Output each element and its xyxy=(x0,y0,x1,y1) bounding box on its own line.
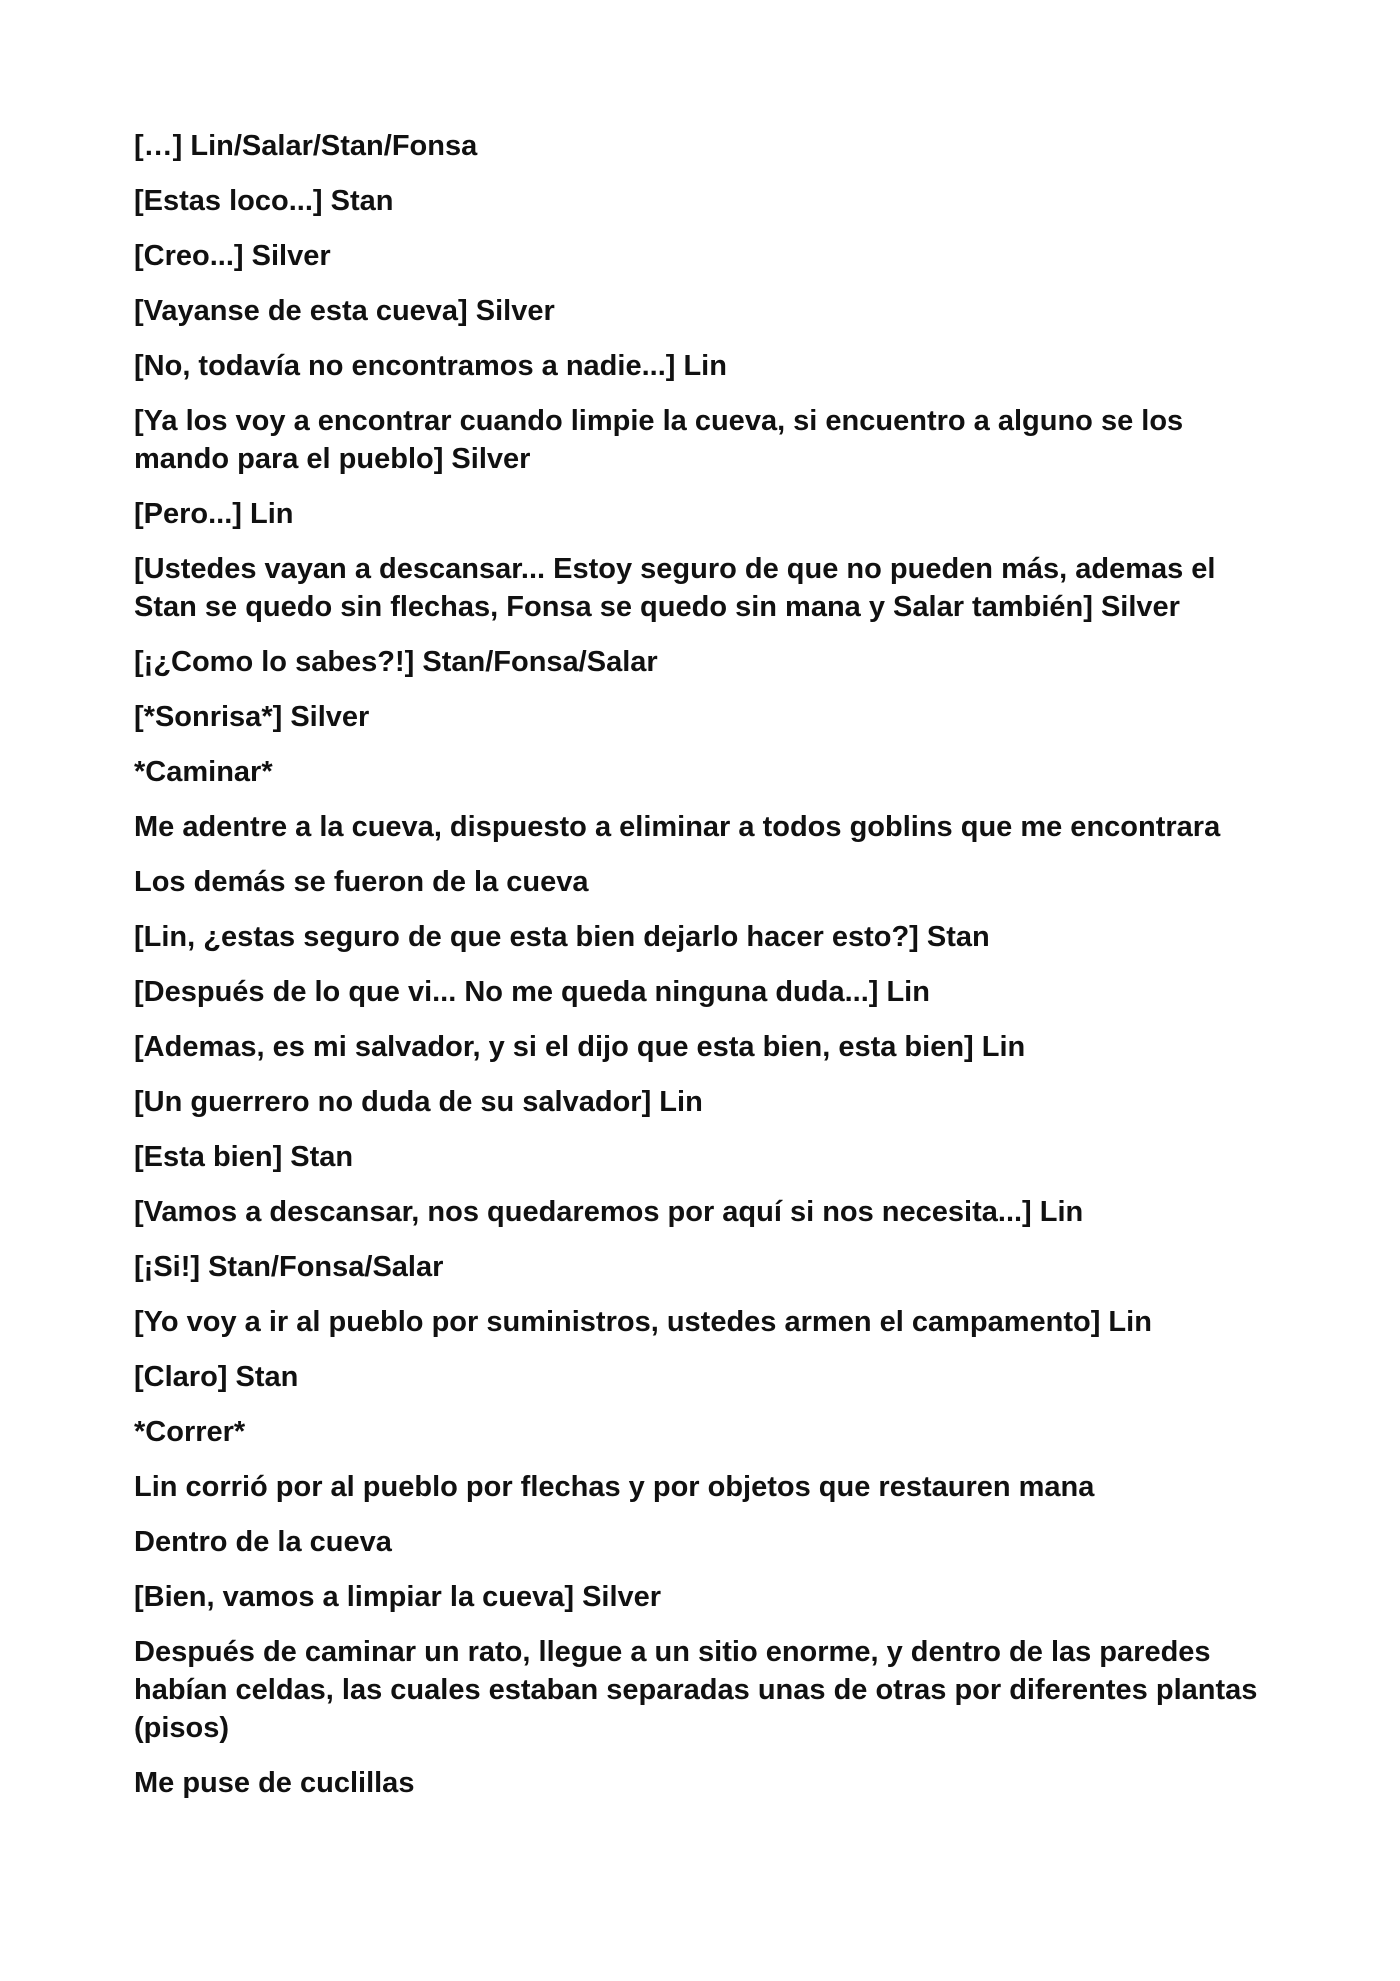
paragraph: Dentro de la cueva xyxy=(134,1526,392,1558)
paragraph: [¡¿Como lo sabes?!] Stan/Fonsa/Salar xyxy=(134,646,658,678)
paragraph: [Ademas, es mi salvador, y si el dijo que esta bien, esta bien] Lin xyxy=(134,1031,1026,1063)
paragraph: [*Sonrisa*] Silver xyxy=(134,701,370,733)
paragraph: [Esta bien] Stan xyxy=(134,1141,354,1173)
paragraph: [Estas loco...] Stan xyxy=(134,185,394,217)
paragraph: [Un guerrero no duda de su salvador] Lin xyxy=(134,1086,703,1118)
paragraph: [No, todavía no encontramos a nadie...] Lin xyxy=(134,350,727,382)
paragraph: Lin corrió por al pueblo por flechas y por objetos que restauren mana xyxy=(134,1471,1095,1503)
paragraph: *Correr* xyxy=(134,1416,246,1448)
paragraph: Me puse de cuclillas xyxy=(134,1767,415,1799)
paragraph: [Después de lo que vi... No me queda ninguna duda...] Lin xyxy=(134,976,930,1008)
paragraph: Los demás se fueron de la cueva xyxy=(134,866,589,898)
paragraph: [Creo...] Silver xyxy=(134,240,331,272)
paragraph: [Vayanse de esta cueva] Silver xyxy=(134,295,555,327)
paragraph: [Ya los voy a encontrar cuando limpie la cueva, si encuentro a alguno se los mando para el pueblo] Silver xyxy=(134,405,1184,475)
paragraph: [Claro] Stan xyxy=(134,1361,299,1393)
paragraph: [Lin, ¿estas seguro de que esta bien dejarlo hacer esto?] Stan xyxy=(134,921,990,953)
paragraph: […] Lin/Salar/Stan/Fonsa xyxy=(134,130,478,162)
paragraph: [Yo voy a ir al pueblo por suministros, ustedes armen el campamento] Lin xyxy=(134,1306,1152,1338)
paragraph: [Ustedes vayan a descansar... Estoy seguro de que no pueden más, ademas el Stan se quedo sin flechas, Fonsa se quedo sin mana y Salar también] Silver xyxy=(134,553,1216,623)
paragraph: Me adentre a la cueva, dispuesto a eliminar a todos goblins que me encontrara xyxy=(134,811,1221,843)
paragraph: [Pero...] Lin xyxy=(134,498,294,530)
paragraph: *Caminar* xyxy=(134,756,273,788)
paragraph: [¡Si!] Stan/Fonsa/Salar xyxy=(134,1251,444,1283)
paragraph: Después de caminar un rato, llegue a un sitio enorme, y dentro de las paredes habían celdas, las cuales estaban separadas unas de otras por diferentes plantas (pisos) xyxy=(134,1636,1258,1744)
paragraph: [Bien, vamos a limpiar la cueva] Silver xyxy=(134,1581,662,1613)
paragraph: [Vamos a descansar, nos quedaremos por aquí si nos necesita...] Lin xyxy=(134,1196,1084,1228)
story-text xyxy=(134,127,1284,1819)
